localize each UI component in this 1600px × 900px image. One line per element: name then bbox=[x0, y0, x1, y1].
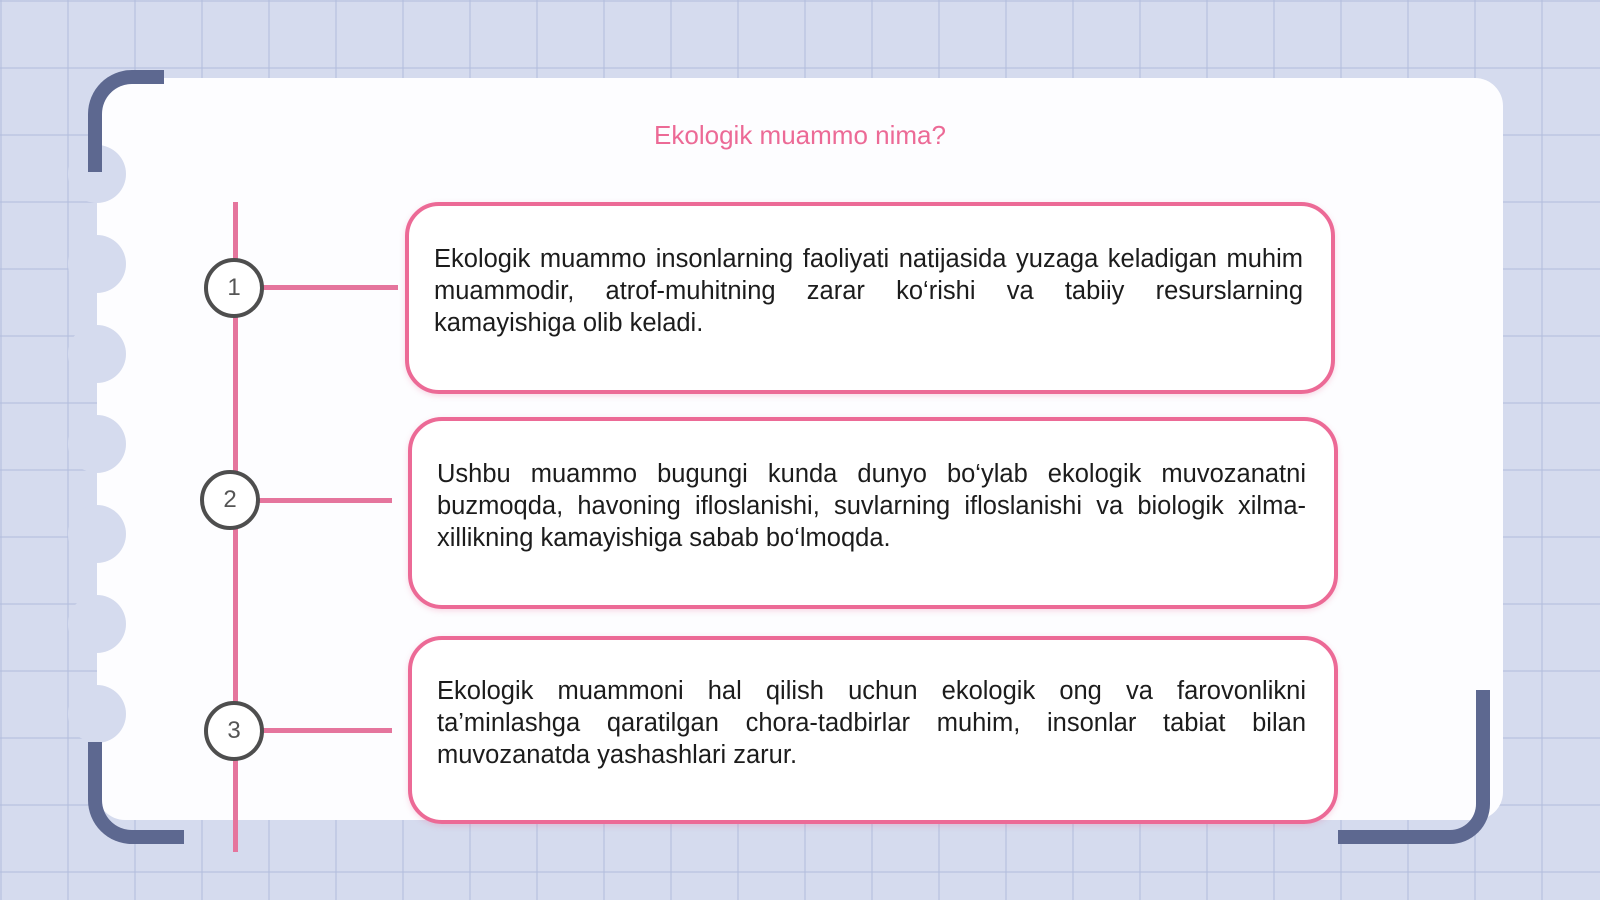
notebook-hole bbox=[68, 685, 126, 743]
step-number-2: 2 bbox=[200, 470, 260, 530]
text-box-2 bbox=[408, 417, 1338, 609]
step-number-3: 3 bbox=[204, 701, 264, 761]
text-box-1 bbox=[405, 202, 1335, 394]
slide-title: Ekologik muammo nima? bbox=[654, 120, 946, 150]
notebook-hole bbox=[68, 415, 126, 473]
timeline-connector bbox=[262, 728, 392, 733]
text-box-content: Ushbu muammo bugungi kunda dunyo bo‘ylab ekologik muvozanatni buzmoqda, havoning ifloslanishi, suvlarning ifloslanishi va biologik xilma-xillikning kamayishiga sabab bo‘lmoqda. bbox=[437, 460, 1306, 552]
text-box-content: Ekologik muammoni hal qilish uchun ekologik ong va farovonlikni ta’minlashga qaratilgan chora-tadbirlar muhim, insonlar tabiat bilan muvozanatda yashashlari zarur. bbox=[437, 677, 1306, 769]
notebook-hole bbox=[68, 595, 126, 653]
corner-bracket-bottom-left bbox=[88, 742, 184, 844]
timeline-connector bbox=[262, 285, 398, 290]
notebook-hole bbox=[68, 235, 126, 293]
corner-bracket-bottom-right bbox=[1338, 690, 1490, 844]
text-box-3 bbox=[408, 636, 1338, 824]
timeline-connector bbox=[258, 498, 392, 503]
text-box-content: Ekologik muammo insonlarning faoliyati natijasida yuzaga keladigan muhim muammodir, atrof-muhitning zarar ko‘rishi va tabiiy resurslarning kamayishiga olib keladi. bbox=[434, 245, 1303, 337]
notebook-hole bbox=[68, 505, 126, 563]
step-number-1: 1 bbox=[204, 258, 264, 318]
notebook-hole bbox=[68, 325, 126, 383]
